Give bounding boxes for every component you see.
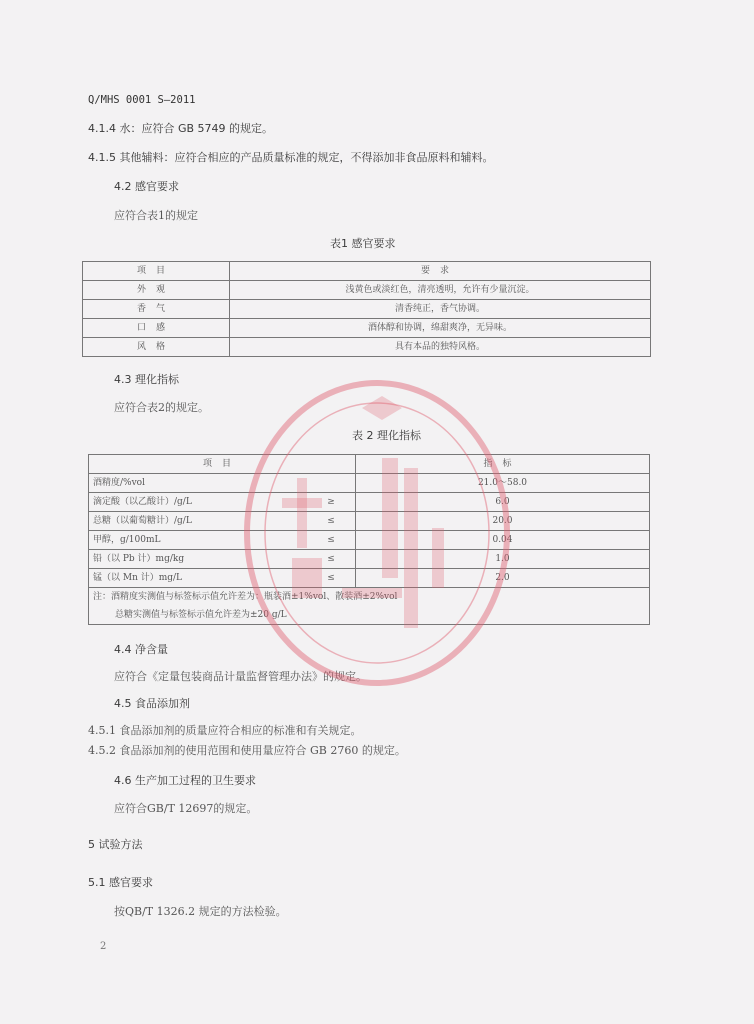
sensory-requirements-table [82, 261, 651, 357]
physicochemical-index-table [88, 454, 650, 625]
table-cell: 风格 [83, 338, 230, 357]
table-cell: 香气 [83, 300, 230, 319]
table-header-row [89, 455, 650, 474]
table-cell: 0.04 [356, 531, 650, 550]
table-cell: 总糖（以葡萄糖计）/g/L [89, 512, 308, 531]
table-cell: 21.0～58.0 [356, 474, 650, 493]
table-cell: ≤ [307, 550, 356, 569]
table-cell: 外观 [83, 281, 230, 300]
clause-4-2-heading: 4.2 感官要求 [114, 180, 179, 193]
page-number: 2 [100, 941, 107, 952]
table-header-cell: 要求 [230, 262, 651, 281]
table-row [83, 300, 651, 319]
table-row [89, 531, 650, 550]
table-cell: 1.0 [356, 550, 650, 569]
clause-4-1-5: 4.1.5 其他辅料：应符合相应的产品质量标准的规定，不得添加非食品原料和辅料。 [88, 151, 494, 164]
table-cell: 浅黄色或淡红色，清亮透明，允许有少量沉淀。 [230, 281, 651, 300]
clause-4-5-1: 4.5.1 食品添加剂的质量应符合相应的标准和有关规定。 [88, 724, 362, 737]
table-cell: 甲醇，g/100mL [89, 531, 308, 550]
table-header-cell: 项目 [83, 262, 230, 281]
table-cell: ≥ [307, 493, 356, 512]
section-5-heading: 5 试验方法 [88, 838, 143, 851]
clause-5-1-text: 按QB/T 1326.2 规定的方法检验。 [114, 905, 287, 918]
table-note-row [89, 588, 650, 625]
standard-code-header: Q/MHS 0001 S—2011 [88, 94, 196, 106]
clause-4-2-text: 应符合表1的规定 [114, 209, 198, 222]
clause-4-1-4: 4.1.4 水：应符合 GB 5749 的规定。 [88, 122, 274, 135]
table-cell [307, 474, 356, 493]
clause-4-3-text: 应符合表2的规定。 [114, 401, 209, 414]
stamp-mark [362, 396, 402, 420]
table2-title: 表 2 理化指标 [352, 429, 421, 442]
table-row [89, 493, 650, 512]
table-cell: 酒精度/%vol [89, 474, 308, 493]
table-cell: ≤ [307, 569, 356, 588]
table-cell: 铅（以 Pb 计）mg/kg [89, 550, 308, 569]
table-header-cell: 指标 [356, 455, 650, 474]
table-header-cell: 项目 [89, 455, 356, 474]
table-cell: ≤ [307, 512, 356, 531]
table-row [89, 474, 650, 493]
table-cell: 酒体醇和协调，绵甜爽净，无异味。 [230, 319, 651, 338]
table-header-row [83, 262, 651, 281]
table-cell: ≤ [307, 531, 356, 550]
clause-4-4-heading: 4.4 净含量 [114, 643, 168, 656]
table-cell: 滴定酸（以乙酸计）/g/L [89, 493, 308, 512]
table-cell: 锰（以 Mn 计）mg/L [89, 569, 308, 588]
table-cell: 2.0 [356, 569, 650, 588]
table-cell: 6.0 [356, 493, 650, 512]
table-row [89, 550, 650, 569]
clause-4-5-heading: 4.5 食品添加剂 [114, 697, 190, 710]
table-row [89, 569, 650, 588]
table-cell: 具有本品的独特风格。 [230, 338, 651, 357]
clause-4-4-text: 应符合《定量包装商品计量监督管理办法》的规定。 [114, 670, 367, 683]
clause-4-3-heading: 4.3 理化指标 [114, 373, 179, 386]
table1-title: 表1 感官要求 [330, 237, 396, 250]
table-row [89, 512, 650, 531]
table-row [83, 281, 651, 300]
table-note-line-1: 注：酒精度实测值与标签标示值允许差为：瓶装酒±1%vol、散装酒±2%vol [93, 592, 398, 602]
table-cell: 清香纯正，香气协调。 [230, 300, 651, 319]
clause-5-1-heading: 5.1 感官要求 [88, 876, 153, 889]
table-row [83, 338, 651, 357]
table-cell: 口感 [83, 319, 230, 338]
table-cell: 20.0 [356, 512, 650, 531]
clause-4-6-heading: 4.6 生产加工过程的卫生要求 [114, 774, 256, 787]
clause-4-6-text: 应符合GB/T 12697的规定。 [114, 802, 258, 815]
table-row [83, 319, 651, 338]
clause-4-5-2: 4.5.2 食品添加剂的使用范围和使用量应符合 GB 2760 的规定。 [88, 744, 406, 757]
table-note [89, 588, 650, 625]
table-note-line-2: 总糖实测值与标签标示值允许差为±20 g/L [115, 610, 287, 620]
